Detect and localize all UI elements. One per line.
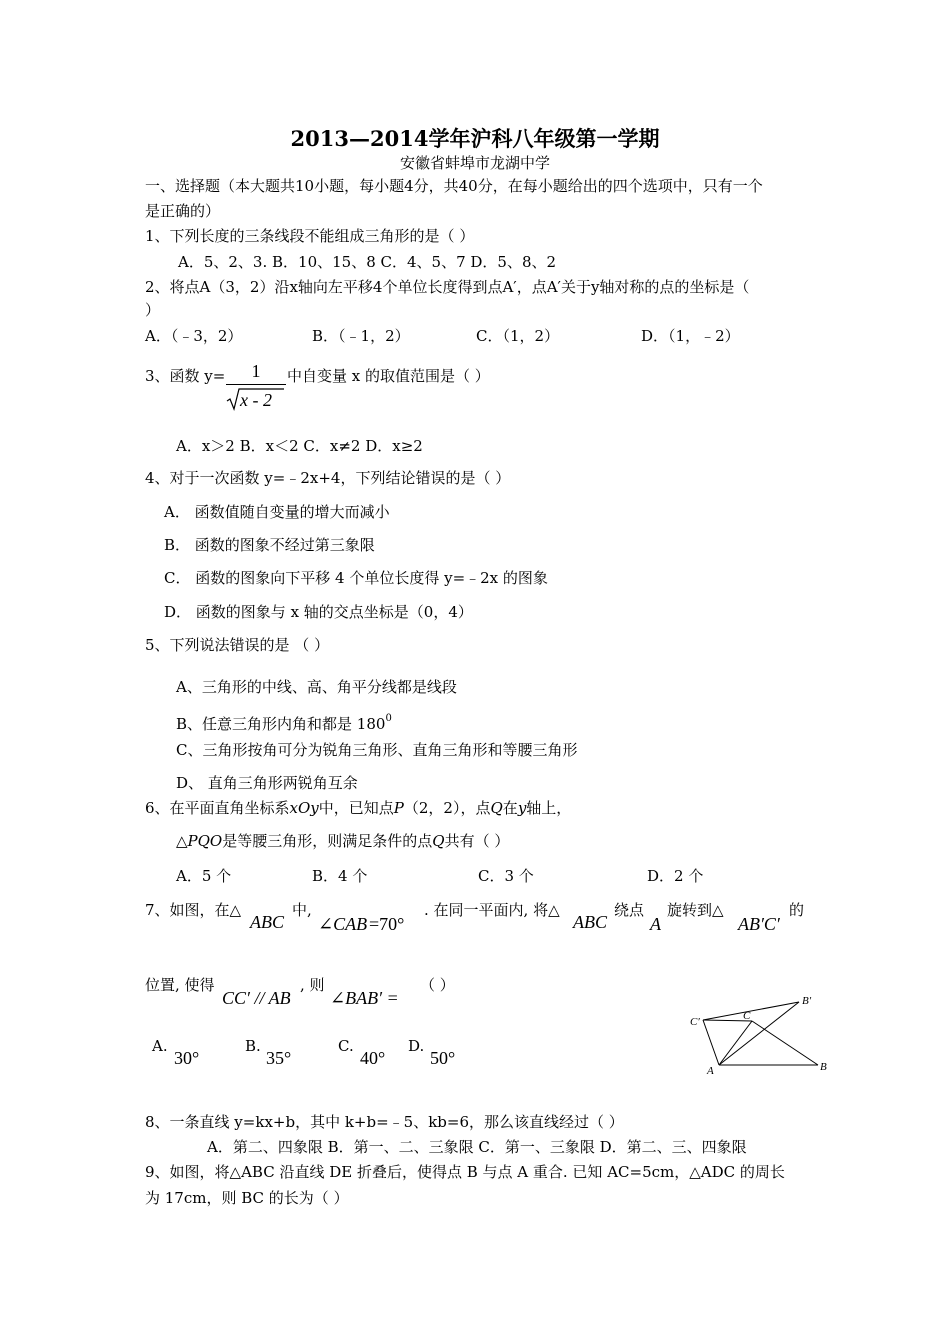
q7-option-c-value: 40°	[360, 1048, 386, 1068]
q6-text: 是等腰三角形，则满足条件的点	[222, 832, 433, 850]
q4-stem: 4、对于一次函数 y=﹣2x+4，下列结论错误的是（ ）	[145, 469, 511, 487]
math-var: xOy	[289, 799, 319, 817]
q6-text: 在	[502, 799, 518, 817]
q9-stem-line1: 9、如图，将△ABC 沿直线 DE 折叠后，使得点 B 与点 A 重合. 已知 AC=5cm，△ADC 的周长	[145, 1163, 785, 1181]
segment-c-prime-a	[703, 1020, 719, 1065]
q6-option-c: C．3 个	[478, 867, 534, 885]
label-b-prime: B′	[802, 995, 812, 1007]
q7-text-9: （ ）	[420, 976, 455, 994]
q6-stem-line2	[176, 831, 509, 851]
segment-c-b	[752, 1021, 818, 1065]
q7-option-b-label: B.	[245, 1037, 261, 1055]
q7-math-abc2: ABC	[573, 912, 607, 932]
q8-stem: 8、一条直线 y=kx+b，其中 k+b=﹣5、kb=6，那么该直线经过（ ）	[145, 1113, 624, 1131]
fraction-bar	[226, 384, 286, 385]
q5-option-c: C、三角形按角可分为锐角三角形、直角三角形和等腰三角形	[176, 741, 578, 759]
q6-stem	[145, 798, 571, 818]
q3-stem-prefix: 3、函数 y=	[145, 367, 226, 385]
fraction-radicand: x - 2	[240, 390, 272, 410]
q6-text: 轴上，	[526, 799, 572, 817]
q7-text-7: 位置, 使得	[145, 976, 215, 994]
q7-text-3: . 在同一平面内, 将△	[424, 901, 560, 919]
math-var: P	[393, 799, 404, 817]
q8-options: A．第二、四象限 B．第一、二、三象限 C．第一、三象限 D．第二、三、四象限	[207, 1138, 747, 1156]
q6-text: 6、在平面直角坐标系	[145, 799, 290, 817]
q1-options: A．5、2、3. B．10、15、8 C．4、5、7 D．5、8、2	[178, 253, 557, 271]
q7-text-4: 绕点	[614, 901, 645, 919]
q6-text: （2，2），点	[403, 799, 491, 817]
q7-math-eq: =70°	[369, 914, 405, 934]
math-var: Q	[432, 832, 445, 850]
q7-text-6: 的	[789, 901, 805, 919]
q7-rotation-figure	[686, 990, 836, 1080]
q4-option-d: D． 函数的图象与 x 轴的交点坐标是（0，4）	[164, 603, 473, 621]
q4-option-b: B． 函数的图象不经过第三象限	[164, 536, 375, 554]
q3-options: A．x＞2 B．x＜2 C．x≠2 D．x≥2	[176, 437, 423, 455]
q7-math-a: A	[650, 914, 661, 934]
label-c-prime: C′	[690, 1016, 700, 1028]
q4-option-a: A． 函数值随自变量的增大而减小	[164, 503, 390, 521]
q7-math-parallel: CC′ // AB	[222, 988, 291, 1008]
school-name: 安徽省蚌埠市龙湖中学	[399, 154, 550, 172]
q7-math-angle: ∠CAB	[318, 914, 368, 934]
page-title: 2013—2014学年沪科八年级第一学期	[290, 126, 660, 151]
math-var: Q	[490, 799, 503, 817]
q7-option-d-label: D.	[408, 1037, 425, 1055]
q7-option-b-value: 35°	[266, 1048, 292, 1068]
q7-math-abc: ABC	[250, 912, 284, 932]
q4-option-c: C． 函数的图象向下平移 4 个单位长度得 y=﹣2x 的图象	[164, 569, 548, 587]
segment-c-prime-b-prime	[703, 1002, 799, 1020]
segment-a-b-prime	[719, 1002, 799, 1065]
q5-stem: 5、下列说法错误的是 （ ）	[145, 636, 330, 654]
q7-option-d-value: 50°	[430, 1048, 456, 1068]
section-intro-line2: 是正确的）	[145, 202, 221, 220]
q1-stem: 1、下列长度的三条线段不能组成三角形的是（ ）	[145, 227, 475, 245]
q7-option-a-value: 30°	[174, 1048, 200, 1068]
math-var: PQO	[187, 832, 223, 850]
q2-stem-line1: 2、将点A（3，2）沿x轴向左平移4个单位长度得到点A′，点A′关于y轴对称的点的坐标是（	[145, 278, 750, 296]
q2-option-a: A．（﹣3，2）	[145, 327, 243, 345]
q7-text-8: , 则	[300, 976, 325, 994]
q7-option-a-label: A.	[152, 1037, 168, 1055]
q6-text: 中，已知点	[318, 799, 394, 817]
q2-option-d: D．（1，﹣2）	[641, 327, 740, 345]
label-c: C	[743, 1010, 751, 1022]
q6-text: △	[176, 832, 188, 850]
q7-text-5: 旋转到△	[667, 901, 724, 919]
q7-math-abc3: AB′C′	[738, 914, 780, 934]
q3-stem-suffix: 中自变量 x 的取值范围是（ ）	[287, 367, 490, 385]
q2-option-b: B．（﹣1，2）	[312, 327, 410, 345]
q2-option-c: C．（1，2）	[476, 327, 560, 345]
fraction-numerator: 1	[251, 361, 261, 381]
q5-option-a: A、三角形的中线、高、角平分线都是线段	[176, 678, 457, 696]
q7-text-2: 中,	[292, 901, 312, 919]
label-a: A	[707, 1065, 714, 1077]
q6-option-a: A．5 个	[176, 867, 232, 885]
q2-stem-line2: ）	[145, 301, 161, 319]
q6-option-b: B．4 个	[312, 867, 368, 885]
q7-option-c-label: C.	[338, 1037, 354, 1055]
section-intro-line1: 一、选择题（本大题共10小题，每小题4分，共40分，在每小题给出的四个选项中，只有一个	[145, 177, 763, 195]
q6-text: 共有（ ）	[444, 832, 510, 850]
q7-math-angle2: ∠BAB′ =	[330, 988, 399, 1008]
label-b: B	[820, 1061, 827, 1073]
q5-option-b	[176, 709, 392, 734]
q9-stem-line2: 为 17cm，则 BC 的长为（ ）	[145, 1189, 349, 1207]
q6-option-d: D．2 个	[647, 867, 704, 885]
q3-fraction	[226, 360, 286, 412]
q5-option-b-text: B、任意三角形内角和都是 180	[176, 715, 386, 733]
q7-text-1: 7、如图，在△	[145, 901, 242, 919]
q5-option-d: D、 直角三角形两锐角互余	[176, 774, 358, 792]
degree-superscript: 0	[385, 713, 392, 724]
math-var: y	[517, 799, 527, 817]
